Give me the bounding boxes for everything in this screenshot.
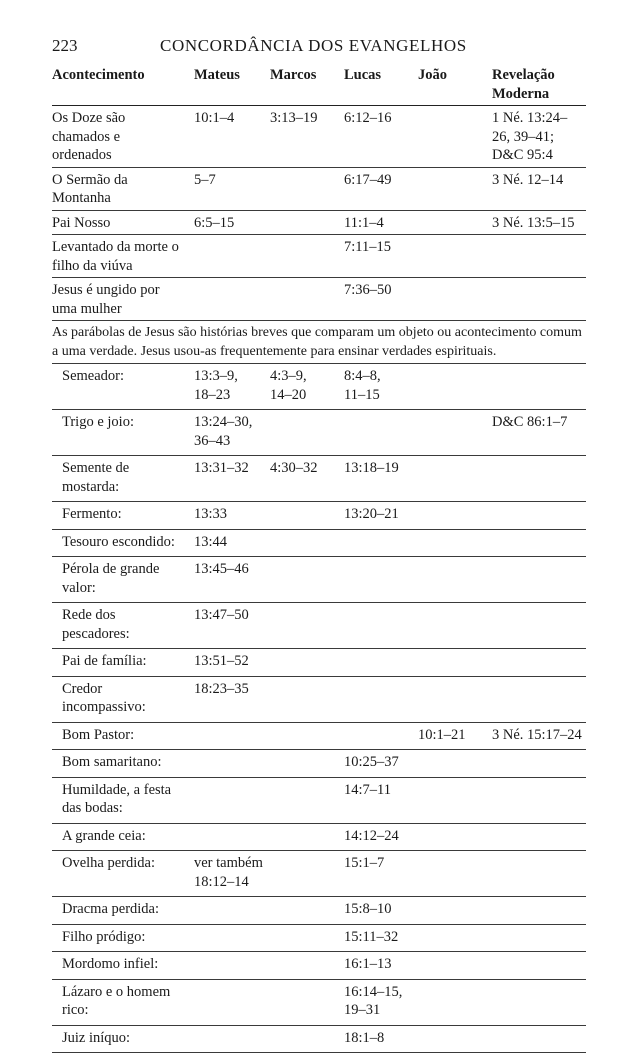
- cell-revelacao-moderna: [492, 983, 586, 1020]
- cell-marcos: [270, 560, 344, 597]
- cell-revelacao-moderna: [492, 854, 586, 891]
- cell-joao: [418, 281, 492, 318]
- cell-mateus: 13:44: [194, 533, 270, 552]
- table-header: [52, 66, 586, 106]
- table-row: [52, 235, 586, 278]
- cell-joao: [418, 983, 492, 1020]
- cell-event: Mordomo infiel:: [52, 955, 194, 974]
- table-row: [52, 750, 586, 778]
- header-marcos: Marcos: [270, 66, 344, 103]
- cell-revelacao-moderna: 3 Né. 15:17–24: [492, 726, 586, 745]
- cell-mateus: [194, 983, 270, 1020]
- cell-revelacao-moderna: [492, 1029, 586, 1048]
- cell-lucas: 15:11–32: [344, 928, 418, 947]
- cell-event: Os Doze são chamados e ordenados: [52, 109, 194, 165]
- parable-rows: [52, 364, 586, 1053]
- table-row: [52, 557, 586, 603]
- cell-event: Fermento:: [52, 505, 194, 524]
- cell-event: Tesouro escondido:: [52, 533, 194, 552]
- cell-mateus: 13:47–50: [194, 606, 270, 643]
- table-row: [52, 723, 586, 751]
- table-row: [52, 168, 586, 211]
- table-row: [52, 530, 586, 558]
- table-row: [52, 364, 586, 410]
- cell-joao: [418, 1029, 492, 1048]
- cell-marcos: [270, 281, 344, 318]
- cell-marcos: [270, 900, 344, 919]
- cell-lucas: [344, 533, 418, 552]
- cell-marcos: [270, 680, 344, 717]
- running-title: CONCORDÂNCIA DOS EVANGELHOS: [160, 36, 467, 56]
- cell-marcos: [270, 533, 344, 552]
- cell-event: O Sermão da Montanha: [52, 171, 194, 208]
- cell-event: Levantado da morte o filho da viúva: [52, 238, 194, 275]
- cell-revelacao-moderna: D&C 86:1–7: [492, 413, 586, 450]
- cell-joao: [418, 413, 492, 450]
- cell-event: Pai Nosso: [52, 214, 194, 233]
- cell-event: Rede dos pescadores:: [52, 606, 194, 643]
- cell-joao: [418, 367, 492, 404]
- cell-lucas: 7:36–50: [344, 281, 418, 318]
- cell-joao: [418, 459, 492, 496]
- cell-marcos: [270, 505, 344, 524]
- cell-joao: 10:1–21: [418, 726, 492, 745]
- cell-revelacao-moderna: [492, 955, 586, 974]
- cell-joao: [418, 680, 492, 717]
- cell-event: Bom Pastor:: [52, 726, 194, 745]
- cell-mateus: [194, 781, 270, 818]
- cell-mateus: [194, 827, 270, 846]
- table-row: [52, 851, 586, 897]
- cell-marcos: [270, 413, 344, 450]
- cell-marcos: [270, 1029, 344, 1048]
- cell-marcos: [270, 854, 344, 891]
- cell-joao: [418, 955, 492, 974]
- cell-marcos: 4:30–32: [270, 459, 344, 496]
- cell-mateus: [194, 955, 270, 974]
- cell-lucas: [344, 413, 418, 450]
- running-head: [52, 36, 586, 62]
- table-row: [52, 897, 586, 925]
- cell-mateus: 18:23–35: [194, 680, 270, 717]
- cell-marcos: [270, 955, 344, 974]
- table-row: [52, 778, 586, 824]
- cell-lucas: 11:1–4: [344, 214, 418, 233]
- cell-lucas: 15:8–10: [344, 900, 418, 919]
- cell-mateus: [194, 726, 270, 745]
- cell-mateus: [194, 900, 270, 919]
- cell-joao: [418, 753, 492, 772]
- cell-marcos: [270, 827, 344, 846]
- cell-revelacao-moderna: 1 Né. 13:24– 26, 39–41; D&C 95:4: [492, 109, 586, 165]
- cell-revelacao-moderna: [492, 281, 586, 318]
- cell-event: Dracma perdida:: [52, 900, 194, 919]
- cell-event: Filho pródigo:: [52, 928, 194, 947]
- cell-mateus: [194, 928, 270, 947]
- cell-mateus: 13:24–30, 36–43: [194, 413, 270, 450]
- cell-lucas: 6:12–16: [344, 109, 418, 165]
- cell-revelacao-moderna: [492, 238, 586, 275]
- parables-intro: As parábolas de Jesus são histórias breves que comparam um objeto ou acontecimento comum a uma verdade. Jesus usou-as frequentemente para ensinar verdades espirituais.: [52, 321, 586, 364]
- main-rows: [52, 106, 586, 321]
- cell-marcos: [270, 238, 344, 275]
- header-event: Acontecimento: [52, 66, 194, 103]
- table-row: [52, 278, 586, 321]
- cell-mateus: ver também 18:12–14: [194, 854, 270, 891]
- cell-marcos: [270, 214, 344, 233]
- cell-joao: [418, 109, 492, 165]
- cell-joao: [418, 827, 492, 846]
- table-row: [52, 649, 586, 677]
- table-row: [52, 502, 586, 530]
- cell-marcos: 4:3–9, 14–20: [270, 367, 344, 404]
- cell-lucas: 10:25–37: [344, 753, 418, 772]
- cell-joao: [418, 238, 492, 275]
- cell-event: Pérola de grande valor:: [52, 560, 194, 597]
- cell-marcos: [270, 171, 344, 208]
- cell-lucas: [344, 680, 418, 717]
- cell-marcos: [270, 753, 344, 772]
- cell-mateus: 13:31–32: [194, 459, 270, 496]
- table-row: [52, 925, 586, 953]
- cell-lucas: 7:11–15: [344, 238, 418, 275]
- cell-mateus: 13:45–46: [194, 560, 270, 597]
- cell-event: Credor incompassivo:: [52, 680, 194, 717]
- cell-lucas: 15:1–7: [344, 854, 418, 891]
- table-row: [52, 952, 586, 980]
- cell-marcos: 3:13–19: [270, 109, 344, 165]
- cell-mateus: 13:3–9, 18–23: [194, 367, 270, 404]
- table-row: [52, 106, 586, 168]
- table-row: [52, 824, 586, 852]
- cell-marcos: [270, 726, 344, 745]
- cell-revelacao-moderna: [492, 781, 586, 818]
- cell-revelacao-moderna: [492, 505, 586, 524]
- table-row: [52, 603, 586, 649]
- table-row: [52, 456, 586, 502]
- cell-revelacao-moderna: [492, 652, 586, 671]
- cell-marcos: [270, 781, 344, 818]
- cell-mateus: 10:1–4: [194, 109, 270, 165]
- cell-lucas: 14:12–24: [344, 827, 418, 846]
- cell-event: Lázaro e o homem rico:: [52, 983, 194, 1020]
- cell-event: Juiz iníquo:: [52, 1029, 194, 1048]
- cell-event: Pai de família:: [52, 652, 194, 671]
- cell-event: Semente de mostarda:: [52, 459, 194, 496]
- page-number: 223: [52, 36, 78, 56]
- cell-mateus: [194, 1029, 270, 1048]
- cell-revelacao-moderna: [492, 928, 586, 947]
- cell-revelacao-moderna: [492, 753, 586, 772]
- cell-lucas: 14:7–11: [344, 781, 418, 818]
- cell-revelacao-moderna: [492, 827, 586, 846]
- cell-event: Humildade, a festa das bodas:: [52, 781, 194, 818]
- cell-mateus: [194, 238, 270, 275]
- cell-lucas: 6:17–49: [344, 171, 418, 208]
- cell-lucas: 13:18–19: [344, 459, 418, 496]
- cell-lucas: [344, 652, 418, 671]
- table-row: [52, 1026, 586, 1053]
- cell-revelacao-moderna: [492, 367, 586, 404]
- cell-mateus: 6:5–15: [194, 214, 270, 233]
- cell-lucas: [344, 560, 418, 597]
- cell-marcos: [270, 606, 344, 643]
- cell-event: Jesus é ungido por uma mulher: [52, 281, 194, 318]
- cell-revelacao-moderna: 3 Né. 13:5–15: [492, 214, 586, 233]
- cell-marcos: [270, 652, 344, 671]
- cell-joao: [418, 652, 492, 671]
- page: [52, 36, 586, 1053]
- cell-lucas: [344, 726, 418, 745]
- cell-event: Trigo e joio:: [52, 413, 194, 450]
- cell-event: Semeador:: [52, 367, 194, 404]
- cell-mateus: 13:51–52: [194, 652, 270, 671]
- cell-joao: [418, 560, 492, 597]
- cell-event: Bom samaritano:: [52, 753, 194, 772]
- cell-lucas: [344, 606, 418, 643]
- cell-revelacao-moderna: [492, 680, 586, 717]
- cell-lucas: 13:20–21: [344, 505, 418, 524]
- cell-marcos: [270, 983, 344, 1020]
- cell-joao: [418, 781, 492, 818]
- cell-lucas: 16:14–15, 19–31: [344, 983, 418, 1020]
- header-revelacao-moderna: Revelação Moderna: [492, 66, 586, 103]
- cell-revelacao-moderna: [492, 560, 586, 597]
- cell-joao: [418, 533, 492, 552]
- cell-event: A grande ceia:: [52, 827, 194, 846]
- cell-joao: [418, 171, 492, 208]
- cell-joao: [418, 900, 492, 919]
- cell-event: Ovelha perdida:: [52, 854, 194, 891]
- cell-lucas: 16:1–13: [344, 955, 418, 974]
- cell-revelacao-moderna: [492, 459, 586, 496]
- cell-joao: [418, 505, 492, 524]
- table-row: [52, 211, 586, 236]
- cell-lucas: 8:4–8, 11–15: [344, 367, 418, 404]
- header-lucas: Lucas: [344, 66, 418, 103]
- cell-lucas: 18:1–8: [344, 1029, 418, 1048]
- cell-revelacao-moderna: [492, 606, 586, 643]
- header-joao: João: [418, 66, 492, 103]
- cell-joao: [418, 214, 492, 233]
- cell-mateus: [194, 281, 270, 318]
- cell-mateus: 13:33: [194, 505, 270, 524]
- cell-joao: [418, 854, 492, 891]
- cell-joao: [418, 928, 492, 947]
- header-mateus: Mateus: [194, 66, 270, 103]
- cell-mateus: [194, 753, 270, 772]
- cell-revelacao-moderna: 3 Né. 12–14: [492, 171, 586, 208]
- cell-joao: [418, 606, 492, 643]
- cell-mateus: 5–7: [194, 171, 270, 208]
- table-row: [52, 677, 586, 723]
- cell-marcos: [270, 928, 344, 947]
- table-row: [52, 410, 586, 456]
- cell-revelacao-moderna: [492, 533, 586, 552]
- cell-revelacao-moderna: [492, 900, 586, 919]
